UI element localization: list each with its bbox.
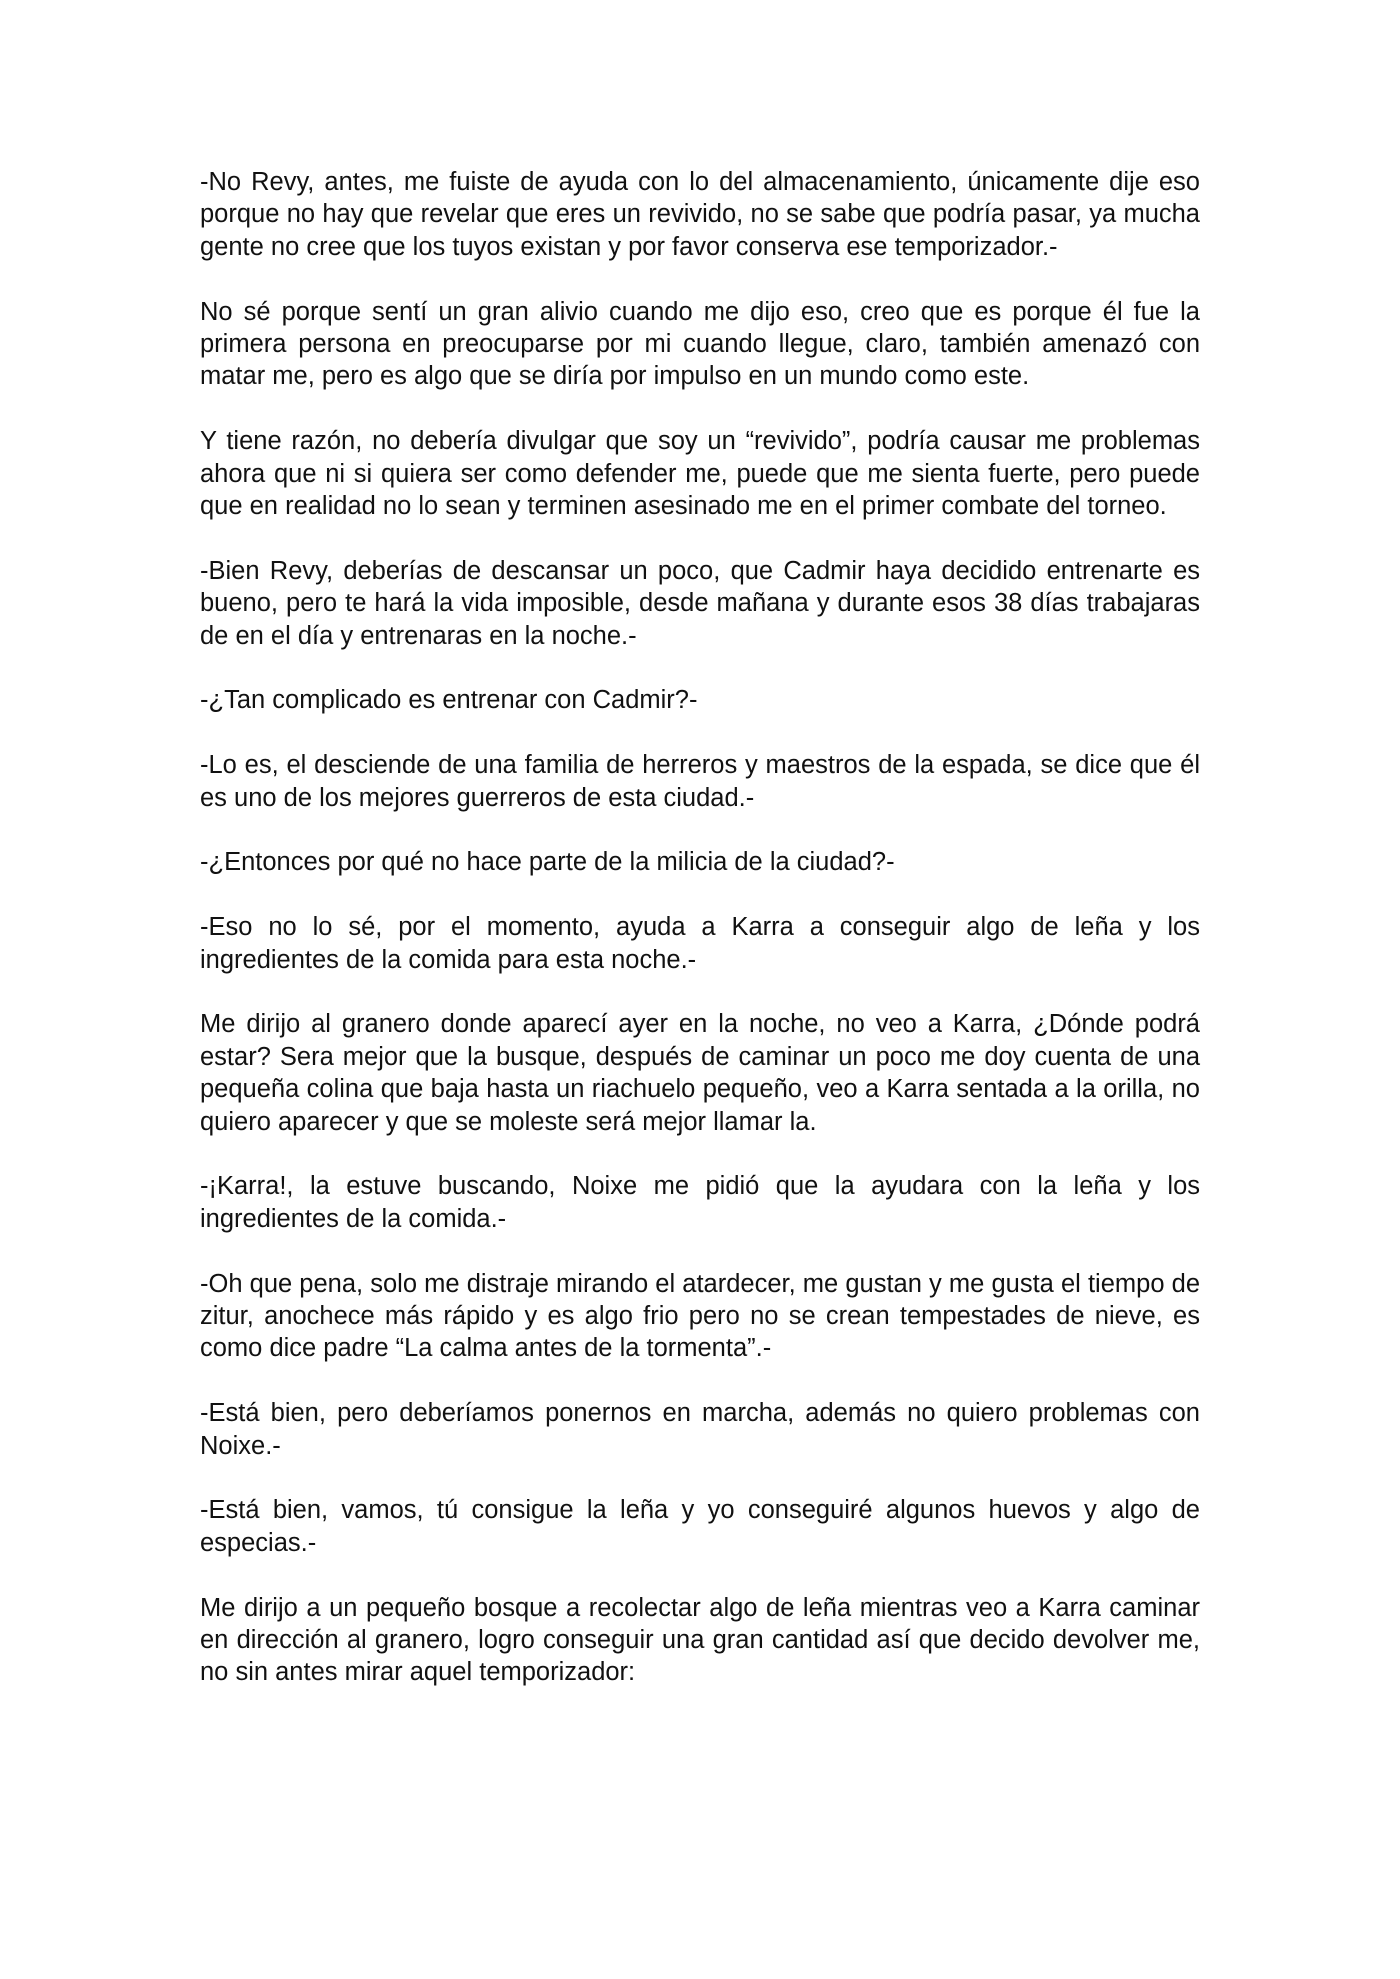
paragraph-11: -Oh que pena, solo me distraje mirando el atardecer, me gustan y me gusta el tiempo de zitur, anochece más rápido y es algo frio pero no se crean tempestades de nieve, es como dice padre “La calma antes de la tormenta”.- xyxy=(200,1269,1200,1363)
paragraph-5: -¿Tan complicado es entrenar con Cadmir?- xyxy=(200,686,698,715)
paragraph-3: Y tiene razón, no debería divulgar que soy un “revivido”, podría causar me problemas ahora que ni si quiera ser como defender me, puede que me sienta fuerte, pero puede que en realidad no lo sean y terminen asesinado me en el primer combate del torneo. xyxy=(200,427,1200,521)
paragraph-13: -Está bien, vamos, tú consigue la leña y yo conseguiré algunos huevos y algo de especias.- xyxy=(200,1496,1200,1557)
paragraph-4: -Bien Revy, deberías de descansar un poco, que Cadmir haya decidido entrenarte es bueno, pero te hará la vida imposible, desde mañana y durante esos 38 días trabajaras de en el día y entrenaras en la noche.- xyxy=(200,556,1200,650)
paragraph-9: Me dirijo al granero donde aparecí ayer en la noche, no veo a Karra, ¿Dónde podrá estar? Sera mejor que la busque, después de caminar un poco me doy cuenta de una pequeña colina que baja hasta un riachuelo pequeño, veo a Karra sentada a la orilla, no quiero aparecer y que se moleste será mejor llamar la. xyxy=(200,1010,1200,1136)
paragraph-7: -¿Entonces por qué no hace parte de la milicia de la ciudad?- xyxy=(200,848,895,877)
paragraph-8: -Eso no lo sé, por el momento, ayuda a Karra a conseguir algo de leña y los ingredientes de la comida para esta noche.- xyxy=(200,913,1200,974)
paragraph-1: -No Revy, antes, me fuiste de ayuda con lo del almacenamiento, únicamente dije eso porque no hay que revelar que eres un revivido, no se sabe que podría pasar, ya mucha gente no cree que los tuyos existan y por favor conserva ese temporizador.- xyxy=(200,168,1200,261)
paragraph-6: -Lo es, el desciende de una familia de herreros y maestros de la espada, se dice que él es uno de los mejores guerreros de esta ciudad.- xyxy=(200,751,1200,812)
paragraph-14: Me dirijo a un pequeño bosque a recolectar algo de leña mientras veo a Karra caminar en dirección al granero, logro conseguir una gran cantidad así que decido devolver me, no sin antes mirar aquel temporizador: xyxy=(200,1593,1200,1687)
paragraph-10: -¡Karra!, la estuve buscando, Noixe me pidió que la ayudara con la leña y los ingredientes de la comida.- xyxy=(200,1172,1200,1233)
body-text xyxy=(200,166,1200,1689)
paragraph-2: No sé porque sentí un gran alivio cuando me dijo eso, creo que es porque él fue la primera persona en preocuparse por mi cuando llegue, claro, también amenazó con matar me, pero es algo que se diría por impulso en un mundo como este. xyxy=(200,297,1200,391)
paragraph-12: -Está bien, pero deberíamos ponernos en marcha, además no quiero problemas con Noixe.- xyxy=(200,1399,1200,1460)
